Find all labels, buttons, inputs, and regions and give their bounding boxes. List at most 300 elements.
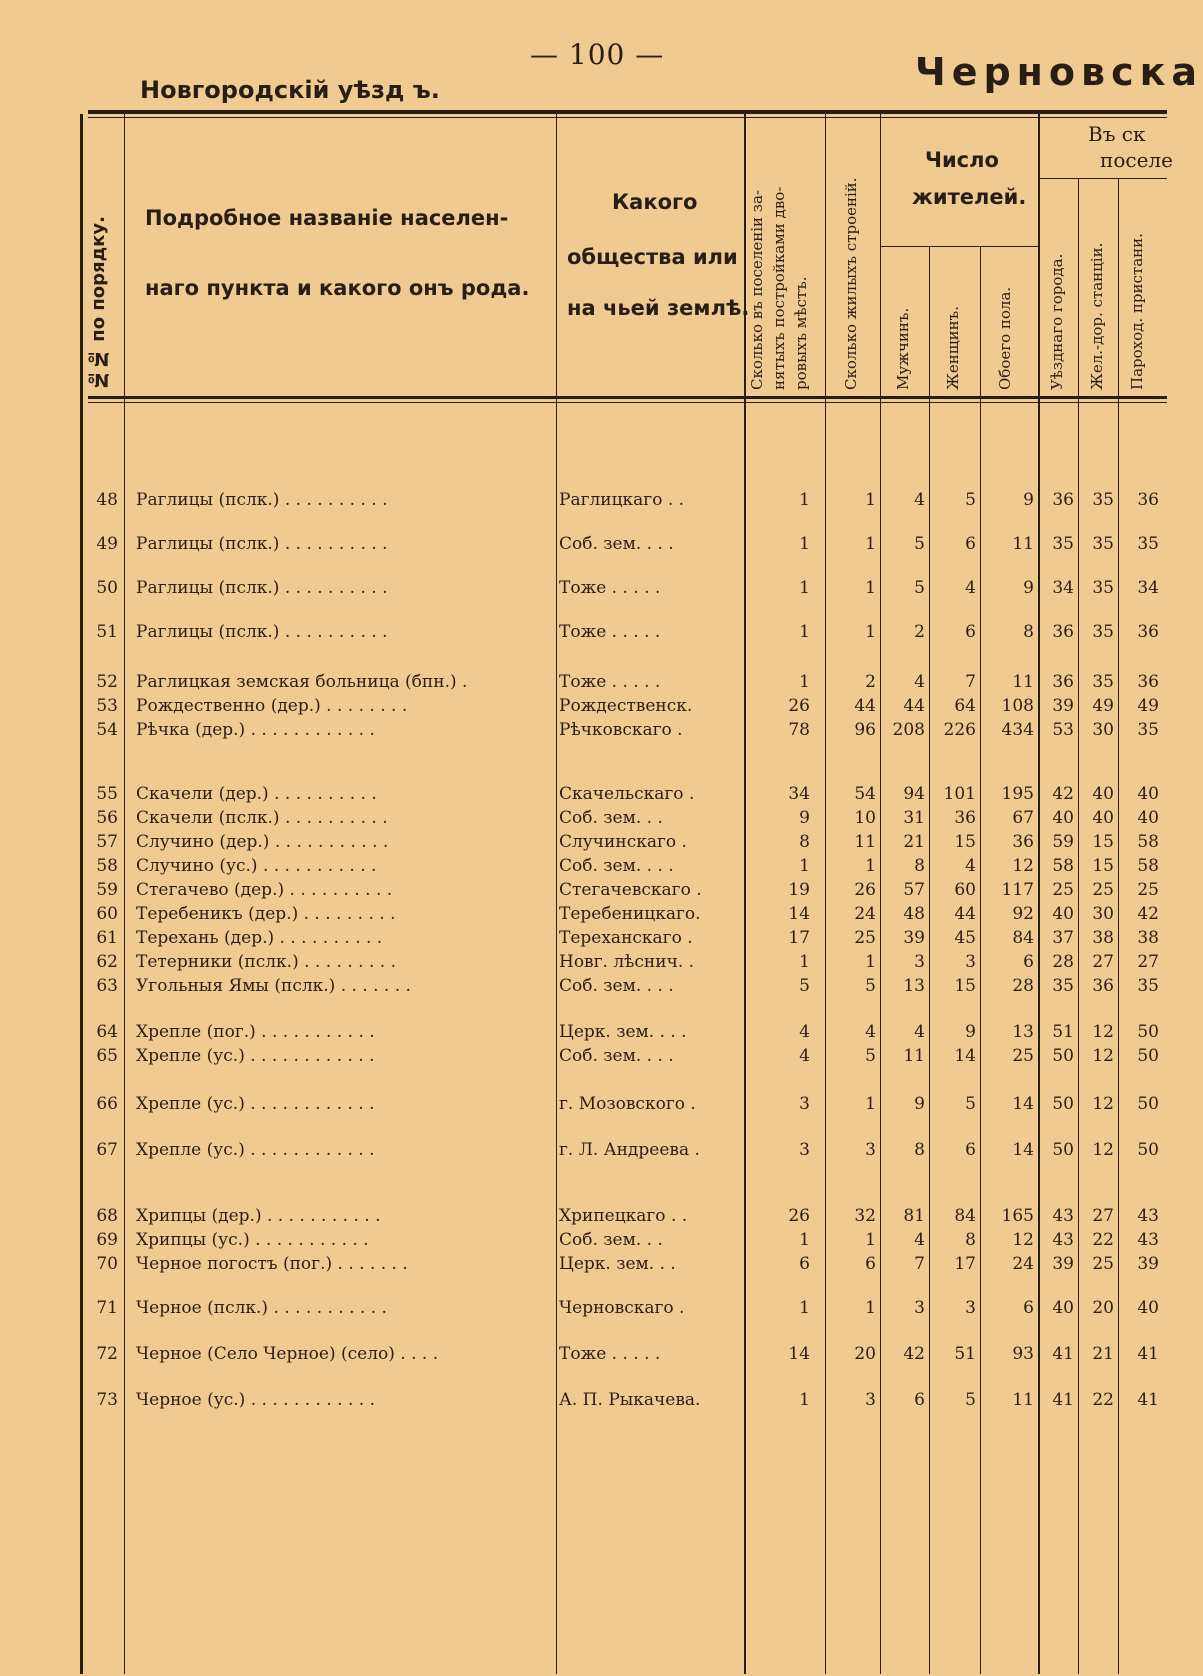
cell-d1: 41 [1052,1344,1074,1364]
community-name: Случинскаго . [559,832,687,852]
cell-d2: 15 [1092,856,1114,876]
table-row [0,530,1167,558]
header-men: Мужчинъ. [894,307,912,390]
row-number: 55 [96,784,118,804]
settlement-name: Рѣчка (дер.) . . . . . . . . . . . . [136,720,375,740]
cell-d3: 40 [1137,784,1159,804]
row-number: 63 [96,976,118,996]
cell-men: 4 [914,672,925,692]
header-bottom-rule [88,396,1167,399]
cell-d1: 36 [1052,672,1074,692]
row-number: 68 [96,1206,118,1226]
cell-men: 4 [914,1022,925,1042]
cell-plots: 26 [788,696,810,716]
cell-d3: 35 [1137,720,1159,740]
header-inhabitants-line2: жителей. [912,185,1027,209]
cell-plots: 1 [799,490,810,510]
cell-d1: 34 [1052,578,1074,598]
cell-d1: 25 [1052,880,1074,900]
cell-d3: 39 [1137,1254,1159,1274]
cell-both: 12 [1012,856,1034,876]
cell-both: 11 [1012,672,1034,692]
cell-women: 6 [965,1140,976,1160]
row-number: 54 [96,720,118,740]
cell-d3: 41 [1137,1390,1159,1410]
cell-d3: 43 [1137,1206,1159,1226]
settlement-name: Черное (ус.) . . . . . . . . . . . . [136,1390,375,1410]
community-name: Тоже . . . . . [559,578,661,598]
row-number: 61 [96,928,118,948]
cell-d2: 27 [1092,1206,1114,1226]
cell-plots: 4 [799,1046,810,1066]
header-buildings: Сколько жилыхъ строеній. [842,177,860,390]
cell-d2: 25 [1092,880,1114,900]
cell-men: 5 [914,534,925,554]
table-row [0,1250,1167,1278]
cell-d1: 43 [1052,1230,1074,1250]
cell-plots: 1 [799,952,810,972]
cell-buildings: 1 [865,490,876,510]
cell-women: 15 [954,832,976,852]
cell-women: 101 [943,784,976,804]
community-name: Соб. зем. . . . [559,1046,674,1066]
cell-men: 13 [903,976,925,996]
header-distance-group-1: Въ ск [1088,122,1146,146]
cell-both: 9 [1023,578,1034,598]
settlement-name: Теребеникъ (дер.) . . . . . . . . . [136,904,396,924]
cell-d3: 50 [1137,1022,1159,1042]
cell-both: 434 [1001,720,1034,740]
cell-both: 6 [1023,1298,1034,1318]
table-row [0,1340,1167,1368]
cell-d3: 43 [1137,1230,1159,1250]
cell-d2: 12 [1092,1094,1114,1114]
community-name: Стегачевскаго . [559,880,702,900]
cell-d1: 50 [1052,1094,1074,1114]
cell-buildings: 5 [865,976,876,996]
cell-d3: 35 [1137,976,1159,996]
cell-women: 5 [965,1094,976,1114]
cell-buildings: 1 [865,1094,876,1114]
cell-d1: 40 [1052,808,1074,828]
settlement-name: Рождественно (дер.) . . . . . . . . [136,696,408,716]
cell-women: 51 [954,1344,976,1364]
table-row [0,972,1167,1000]
table-row [0,486,1167,514]
cell-plots: 34 [788,784,810,804]
cell-men: 4 [914,1230,925,1250]
header-inhabitants-line1: Число [925,148,999,172]
community-name: Соб. зем. . . [559,1230,663,1250]
cell-d3: 36 [1137,672,1159,692]
header-num: №№ по порядку. [88,216,109,390]
cell-plots: 1 [799,622,810,642]
cell-buildings: 1 [865,578,876,598]
cell-plots: 4 [799,1022,810,1042]
page-number: — 100 — [530,38,665,71]
community-name: Тоже . . . . . [559,672,661,692]
cell-d2: 27 [1092,952,1114,972]
cell-men: 57 [903,880,925,900]
cell-women: 45 [954,928,976,948]
cell-plots: 14 [788,904,810,924]
row-number: 62 [96,952,118,972]
row-number: 69 [96,1230,118,1250]
cell-buildings: 3 [865,1390,876,1410]
cell-d1: 59 [1052,832,1074,852]
cell-d2: 35 [1092,578,1114,598]
cell-both: 6 [1023,952,1034,972]
cell-men: 208 [892,720,925,740]
cell-d3: 25 [1137,880,1159,900]
cell-d2: 30 [1092,904,1114,924]
volost-title: Черновска [915,50,1203,94]
cell-women: 6 [965,534,976,554]
cell-women: 9 [965,1022,976,1042]
cell-buildings: 20 [854,1344,876,1364]
settlement-name: Тетерники (пслк.) . . . . . . . . . [136,952,396,972]
row-number: 53 [96,696,118,716]
cell-plots: 1 [799,672,810,692]
cell-women: 17 [954,1254,976,1274]
cell-both: 165 [1001,1206,1034,1226]
cell-d1: 36 [1052,622,1074,642]
table-row [0,1136,1167,1164]
cell-both: 14 [1012,1094,1034,1114]
cell-plots: 1 [799,1298,810,1318]
cell-men: 3 [914,952,925,972]
community-name: Новг. лѣснич. . [559,952,695,972]
settlement-name: Стегачево (дер.) . . . . . . . . . . [136,880,393,900]
header-dist-pier: Пароход. пристани. [1128,233,1146,390]
row-number: 52 [96,672,118,692]
table-row [0,1042,1167,1070]
cell-women: 15 [954,976,976,996]
cell-buildings: 3 [865,1140,876,1160]
top-rule-thin [88,117,1167,118]
community-name: Хрипецкаго . . [559,1206,688,1226]
cell-men: 8 [914,1140,925,1160]
community-name: Скачельскаго . [559,784,695,804]
cell-women: 8 [965,1230,976,1250]
cell-both: 14 [1012,1140,1034,1160]
cell-buildings: 25 [854,928,876,948]
cell-d2: 30 [1092,720,1114,740]
cell-d1: 36 [1052,490,1074,510]
cell-women: 4 [965,578,976,598]
cell-d2: 40 [1092,808,1114,828]
cell-plots: 26 [788,1206,810,1226]
cell-plots: 1 [799,578,810,598]
settlement-name: Черное погостъ (пог.) . . . . . . . [136,1254,408,1274]
cell-both: 25 [1012,1046,1034,1066]
cell-plots: 17 [788,928,810,948]
community-name: Соб. зем. . . . [559,856,674,876]
cell-plots: 3 [799,1140,810,1160]
row-number: 60 [96,904,118,924]
cell-both: 9 [1023,490,1034,510]
row-number: 51 [96,622,118,642]
header-women: Женщинъ. [944,306,962,390]
cell-d2: 38 [1092,928,1114,948]
cell-d2: 12 [1092,1046,1114,1066]
cell-women: 4 [965,856,976,876]
cell-d1: 40 [1052,1298,1074,1318]
cell-d1: 53 [1052,720,1074,740]
settlement-name: Раглицкая земская больница (бпн.) . [136,672,468,692]
cell-d1: 40 [1052,904,1074,924]
cell-d2: 21 [1092,1344,1114,1364]
row-number: 56 [96,808,118,828]
settlement-name: Черное (пслк.) . . . . . . . . . . . [136,1298,387,1318]
row-number: 64 [96,1022,118,1042]
cell-both: 92 [1012,904,1034,924]
community-name: Черновскаго . [559,1298,685,1318]
cell-women: 6 [965,622,976,642]
row-number: 50 [96,578,118,598]
table-row [0,618,1167,646]
inhabitants-sub-rule [880,246,1038,247]
cell-men: 2 [914,622,925,642]
cell-men: 39 [903,928,925,948]
cell-d3: 40 [1137,1298,1159,1318]
cell-men: 11 [903,1046,925,1066]
community-name: Рождественск. [559,696,693,716]
settlement-name: Хрипцы (дер.) . . . . . . . . . . . [136,1206,381,1226]
cell-plots: 1 [799,1230,810,1250]
settlement-name: Хрепле (ус.) . . . . . . . . . . . . [136,1094,375,1114]
header-community-line2: общества или [567,245,738,269]
distance-sub-rule [1040,178,1167,179]
cell-women: 226 [943,720,976,740]
cell-d3: 36 [1137,622,1159,642]
cell-d3: 42 [1137,904,1159,924]
cell-d2: 35 [1092,490,1114,510]
cell-buildings: 10 [854,808,876,828]
community-name: Соб. зем. . . . [559,976,674,996]
community-name: г. Л. Андреева . [559,1140,700,1160]
cell-d2: 35 [1092,672,1114,692]
cell-d1: 50 [1052,1046,1074,1066]
cell-plots: 1 [799,534,810,554]
settlement-name: Угольныя Ямы (пслк.) . . . . . . . [136,976,411,996]
cell-women: 64 [954,696,976,716]
header-name-line2: наго пункта и какого онъ рода. [145,276,530,300]
header-both: Обоего пола. [996,286,1014,390]
settlement-name: Случино (дер.) . . . . . . . . . . . [136,832,389,852]
cell-buildings: 1 [865,1298,876,1318]
top-rule [88,110,1167,114]
cell-buildings: 1 [865,534,876,554]
row-number: 66 [96,1094,118,1114]
cell-women: 7 [965,672,976,692]
cell-both: 24 [1012,1254,1034,1274]
table-row [0,1386,1167,1414]
cell-d2: 25 [1092,1254,1114,1274]
community-name: г. Мозовского . [559,1094,696,1114]
cell-d3: 41 [1137,1344,1159,1364]
cell-plots: 19 [788,880,810,900]
cell-both: 28 [1012,976,1034,996]
cell-both: 93 [1012,1344,1034,1364]
cell-d2: 36 [1092,976,1114,996]
cell-d3: 58 [1137,856,1159,876]
cell-buildings: 4 [865,1022,876,1042]
cell-men: 81 [903,1206,925,1226]
cell-women: 84 [954,1206,976,1226]
cell-d2: 20 [1092,1298,1114,1318]
cell-d2: 49 [1092,696,1114,716]
cell-d1: 35 [1052,534,1074,554]
row-number: 67 [96,1140,118,1160]
cell-buildings: 44 [854,696,876,716]
header-community-line1: Какого [612,190,698,214]
cell-both: 13 [1012,1022,1034,1042]
cell-d1: 51 [1052,1022,1074,1042]
cell-buildings: 54 [854,784,876,804]
cell-d1: 28 [1052,952,1074,972]
cell-plots: 8 [799,832,810,852]
cell-plots: 78 [788,720,810,740]
community-name: Церк. зем. . . . [559,1022,687,1042]
settlement-name: Хрепле (ус.) . . . . . . . . . . . . [136,1140,375,1160]
cell-women: 14 [954,1046,976,1066]
cell-men: 7 [914,1254,925,1274]
cell-d3: 27 [1137,952,1159,972]
header-plots-1: Сколько въ поселеніи за- [748,190,766,390]
settlement-name: Раглицы (пслк.) . . . . . . . . . . [136,490,388,510]
cell-d3: 38 [1137,928,1159,948]
cell-plots: 1 [799,856,810,876]
cell-plots: 5 [799,976,810,996]
header-distance-group-2: поселе [1100,148,1173,172]
cell-d2: 22 [1092,1230,1114,1250]
cell-plots: 9 [799,808,810,828]
cell-d2: 35 [1092,622,1114,642]
row-number: 72 [96,1344,118,1364]
cell-men: 42 [903,1344,925,1364]
cell-d1: 35 [1052,976,1074,996]
row-number: 73 [96,1390,118,1410]
settlement-name: Раглицы (пслк.) . . . . . . . . . . [136,622,388,642]
cell-buildings: 2 [865,672,876,692]
header-bottom-rule-thin [88,402,1167,403]
community-name: А. П. Рыкачева. [559,1390,701,1410]
table-row [0,1294,1167,1322]
cell-men: 21 [903,832,925,852]
cell-both: 67 [1012,808,1034,828]
cell-plots: 1 [799,1390,810,1410]
cell-buildings: 26 [854,880,876,900]
cell-d1: 39 [1052,1254,1074,1274]
cell-men: 94 [903,784,925,804]
cell-women: 5 [965,1390,976,1410]
settlement-name: Хрипцы (ус.) . . . . . . . . . . . [136,1230,369,1250]
cell-d1: 37 [1052,928,1074,948]
cell-buildings: 11 [854,832,876,852]
settlement-name: Скачели (пслк.) . . . . . . . . . . [136,808,388,828]
cell-buildings: 1 [865,622,876,642]
cell-both: 195 [1001,784,1034,804]
cell-d1: 41 [1052,1390,1074,1410]
row-number: 58 [96,856,118,876]
settlement-name: Хрепле (ус.) . . . . . . . . . . . . [136,1046,375,1066]
settlement-name: Раглицы (пслк.) . . . . . . . . . . [136,578,388,598]
row-number: 57 [96,832,118,852]
row-number: 48 [96,490,118,510]
settlement-name: Терехань (дер.) . . . . . . . . . . [136,928,383,948]
header-dist-rail: Жел.-дор. станціи. [1088,242,1106,390]
row-number: 70 [96,1254,118,1274]
cell-buildings: 1 [865,952,876,972]
cell-men: 5 [914,578,925,598]
cell-both: 11 [1012,534,1034,554]
settlement-name: Скачели (дер.) . . . . . . . . . . [136,784,377,804]
cell-d2: 12 [1092,1140,1114,1160]
cell-both: 84 [1012,928,1034,948]
community-name: Церк. зем. . . [559,1254,676,1274]
district-title: Новгородскій уѣзд ъ. [140,76,440,104]
cell-buildings: 1 [865,1230,876,1250]
table-row [0,716,1167,744]
row-number: 65 [96,1046,118,1066]
header-plots-3: ровыхъ мѣстъ. [792,276,810,390]
cell-men: 48 [903,904,925,924]
cell-buildings: 32 [854,1206,876,1226]
cell-men: 4 [914,490,925,510]
row-number: 59 [96,880,118,900]
cell-d3: 49 [1137,696,1159,716]
cell-d3: 40 [1137,808,1159,828]
settlement-name: Хрепле (пог.) . . . . . . . . . . . [136,1022,375,1042]
cell-women: 36 [954,808,976,828]
cell-d2: 15 [1092,832,1114,852]
cell-both: 108 [1001,696,1034,716]
cell-d2: 12 [1092,1022,1114,1042]
header-name-line1: Подробное названіе населен- [145,206,509,230]
cell-both: 117 [1001,880,1034,900]
settlement-name: Черное (Село Черное) (село) . . . . [136,1344,439,1364]
cell-both: 36 [1012,832,1034,852]
cell-buildings: 96 [854,720,876,740]
cell-men: 6 [914,1390,925,1410]
cell-d3: 50 [1137,1140,1159,1160]
settlement-name: Раглицы (пслк.) . . . . . . . . . . [136,534,388,554]
community-name: Соб. зем. . . [559,808,663,828]
cell-buildings: 24 [854,904,876,924]
cell-d3: 50 [1137,1094,1159,1114]
header-community-line3: на чьей землѣ. [567,296,750,320]
cell-women: 44 [954,904,976,924]
cell-d3: 35 [1137,534,1159,554]
cell-d3: 34 [1137,578,1159,598]
cell-buildings: 6 [865,1254,876,1274]
row-number: 71 [96,1298,118,1318]
cell-women: 5 [965,490,976,510]
cell-d1: 42 [1052,784,1074,804]
community-name: Рѣчковскаго . [559,720,683,740]
cell-d2: 35 [1092,534,1114,554]
cell-women: 3 [965,1298,976,1318]
cell-d1: 50 [1052,1140,1074,1160]
cell-d1: 58 [1052,856,1074,876]
community-name: Тоже . . . . . [559,622,661,642]
header-dist-town: Уѣзднаго города. [1048,253,1066,390]
cell-men: 3 [914,1298,925,1318]
cell-both: 12 [1012,1230,1034,1250]
cell-both: 8 [1023,622,1034,642]
cell-men: 9 [914,1094,925,1114]
